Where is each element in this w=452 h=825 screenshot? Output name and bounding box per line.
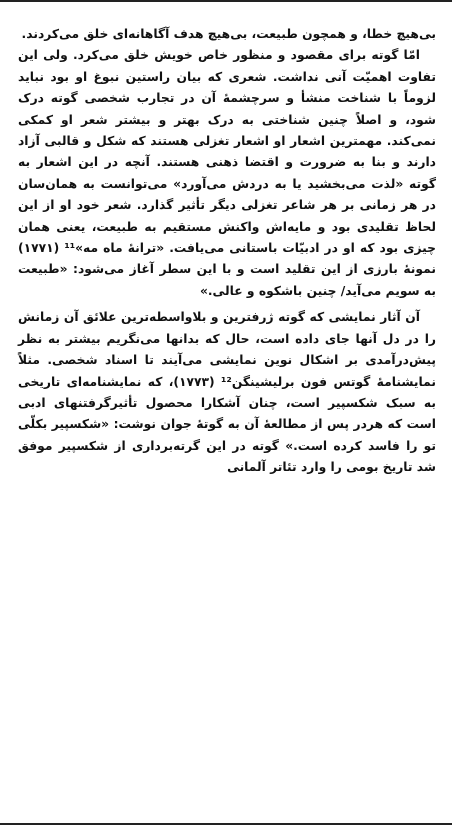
top-border xyxy=(0,0,452,2)
body-text xyxy=(18,24,436,479)
paragraph-continuation: بی‌هیچ خطا، و همچون طبیعت، بی‌هیچ هدف آگاهانه‌ای خلق می‌کردند. xyxy=(21,27,436,41)
paragraph-goethe-drama: آن آثار نمایشی که گوته ژرفترین و بلاواسطه‌ترین علائق آن زمانش را در دل آنها جای داده است، حال که بدانها می‌نگریم بیشتر به نظر پیش‌درآمدی بر اشکال نوین نمایشی می‌آیند تا اسناد شخصی. مثلاً نمایشنامهٔ گوتس فون برلیشینگن¹² (۱۷۷۳)، که نمایشنامه‌ای تاریخی به سبک شکسپیر است، چنان آشکارا محصول تأثیرگرفتنهای ادبی است که هردر پس از مطالعهٔ آن به گوتهٔ جوان نوشت: «شکسپیر بکلّی تو را فاسد کرده است.» گوته در این گرته‌برداری از شکسپیر موفق شد تاریخ بومی را وارد تئاتر آلمانی xyxy=(18,310,436,475)
paragraph-goethe-lyric: امّا گوته برای مقصود و منظور خاص خویش خلق می‌کرد. ولی این تفاوت اهمیّت آنی نداشت. شعری که بیان راستین نبوغ او بود نباید لزوماً با شناخت منشأ و سرچشمهٔ آن در تجارب شخصی گوته درک شود، و اصلاً چنین شناختی به درک بهتر و بیشتر شعر او کمکی نمی‌کند. مهمترین اشعار او اشعار تغزلی هستند که شکل و قالبی آزاد دارند و بنا به ضرورت و اقتضا ذهنی هستند. آنچه در این اشعار به گوته «لذت می‌بخشید یا به دردش می‌آورد» می‌توانست به همان‌سان در هر زمانی بر هر شاعر تغزلی دیگر تأثیر گذارد. شعر خود او از این لحاظ تقلیدی بود و مایه‌اش واکنش مستقیم به طبیعت، یعنی همان چیزی بود که او در ادبیّات باستانی می‌یافت. «ترانهٔ ماه مه»¹¹ (۱۷۷۱) نمونهٔ بارزی از این تقلید است و با این سطر آغاز می‌شود: «طبیعت به سویم می‌آید/ چنین باشکوه و عالی.» xyxy=(18,48,436,298)
